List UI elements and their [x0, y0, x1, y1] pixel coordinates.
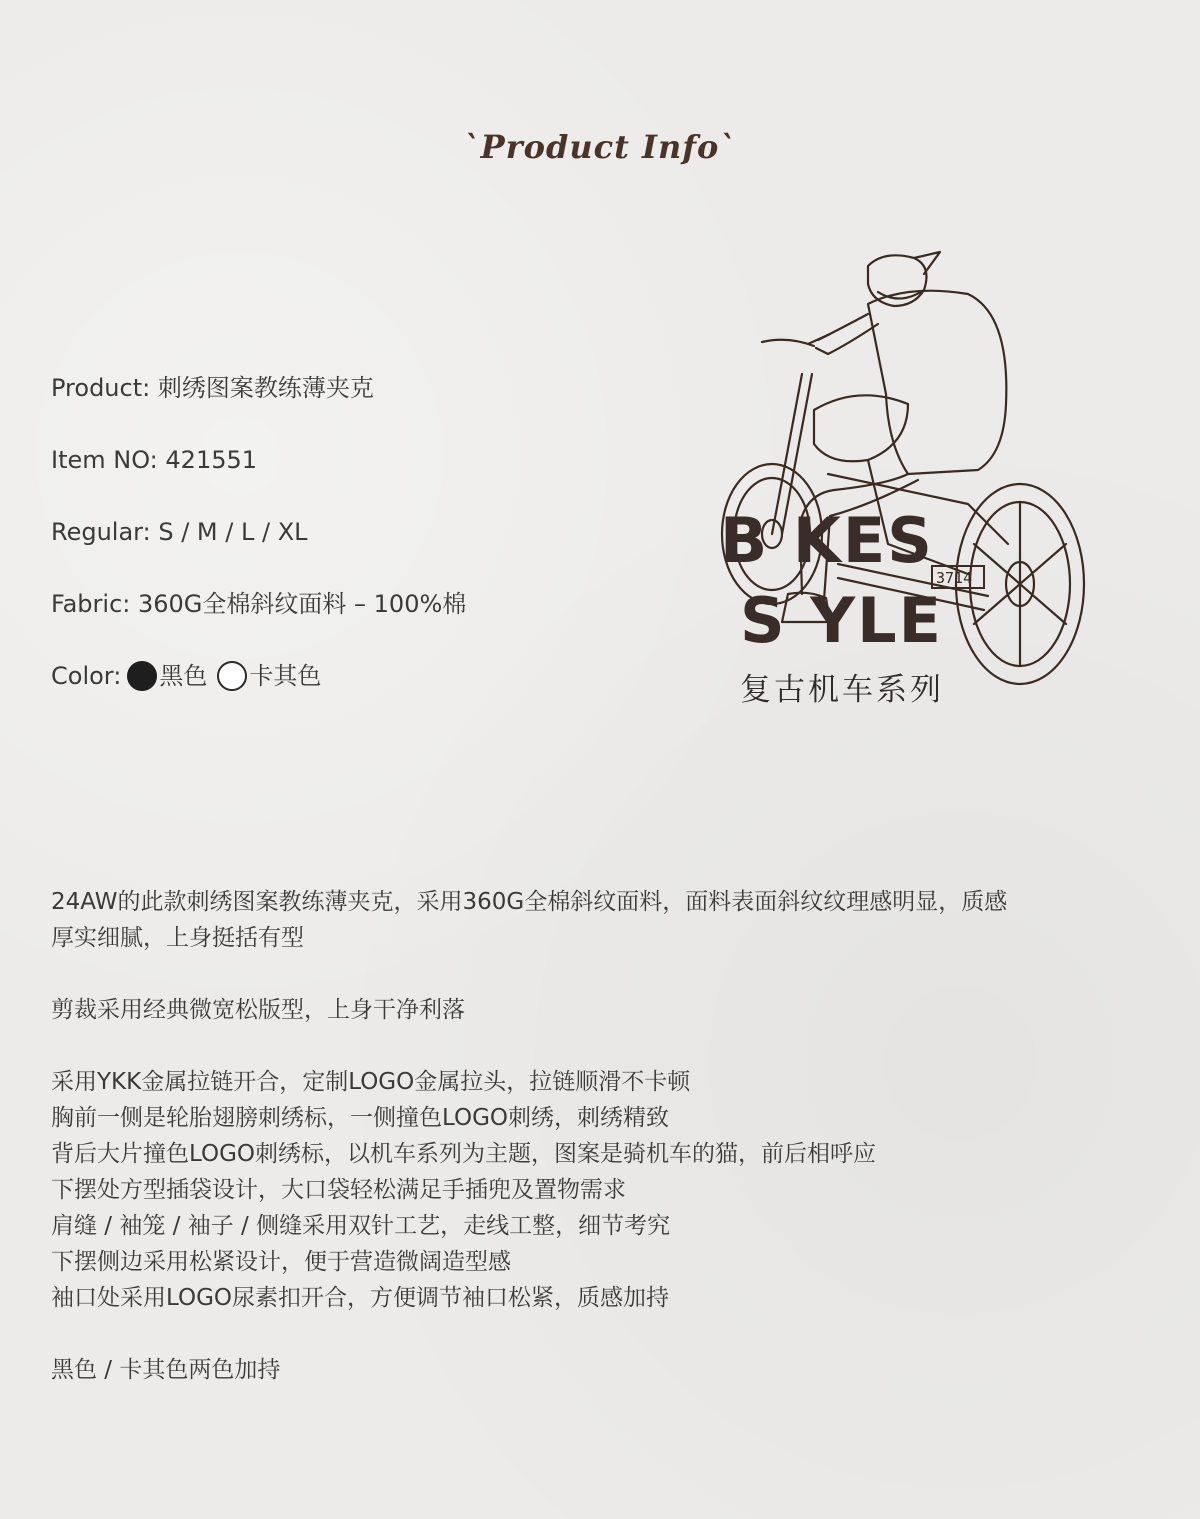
- khaki-color-swatch: [217, 661, 247, 691]
- description-line: 厚实细腻，上身挺括有型: [51, 925, 304, 951]
- logo-line-style: S YLE: [740, 584, 943, 657]
- feature-item: 胸前一侧是轮胎翅膀刺绣标，一侧撞色LOGO刺绣，刺绣精致: [51, 1105, 670, 1131]
- color-name-black: 黑色: [159, 662, 208, 690]
- spec-item-no: Item NO: 421551: [51, 446, 258, 474]
- feature-list: [51, 1064, 1161, 1316]
- feature-item: 下摆侧边采用松紧设计，便于营造微阔造型感: [51, 1249, 511, 1275]
- description-paragraph: [51, 884, 1161, 956]
- logo-caption: 复古机车系列: [740, 672, 944, 708]
- description-line: 24AW的此款刺绣图案教练薄夹克，采用360G全棉斜纹面料，面料表面斜纹纹理感明显，质感: [51, 889, 1008, 915]
- product-specs: [51, 370, 466, 730]
- motorcycle-rider-illustration: [718, 244, 1090, 706]
- license-plate-text: 3714: [936, 569, 973, 587]
- product-description: [51, 884, 1161, 1424]
- feature-item: 背后大片撞色LOGO刺绣标，以机车系列为主题，图案是骑机车的猫，前后相呼应: [51, 1141, 877, 1167]
- description-paragraph: [51, 992, 1161, 1028]
- logo-line-bikes: B KES: [720, 504, 934, 577]
- color-label: Color:: [51, 662, 122, 690]
- description-line: 黑色 / 卡其色两色加持: [51, 1357, 281, 1383]
- spec-fabric: Fabric: 360G全棉斜纹面料 – 100%棉: [51, 590, 467, 618]
- bikes-style-logo: [718, 244, 1090, 706]
- description-paragraph: [51, 1352, 1161, 1388]
- description-line: 剪裁采用经典微宽松版型，上身干净利落: [51, 997, 465, 1023]
- feature-item: 下摆处方型插袋设计，大口袋轻松满足手插兜及置物需求: [51, 1177, 626, 1203]
- page-title: `Product Info`: [463, 128, 737, 166]
- feature-item: 袖口处采用LOGO尿素扣开合，方便调节袖口松紧，质感加持: [51, 1285, 670, 1311]
- color-name-khaki: 卡其色: [249, 662, 322, 690]
- feature-item: 采用YKK金属拉链开合，定制LOGO金属拉头，拉链顺滑不卡顿: [51, 1069, 691, 1095]
- spec-color: [51, 658, 466, 694]
- spec-product: Product: 刺绣图案教练薄夹克: [51, 374, 374, 402]
- feature-item: 肩缝 / 袖笼 / 袖子 / 侧缝采用双针工艺，走线工整，细节考究: [51, 1213, 671, 1239]
- black-color-swatch: [127, 661, 157, 691]
- spec-regular-sizes: Regular: S / M / L / XL: [51, 518, 308, 546]
